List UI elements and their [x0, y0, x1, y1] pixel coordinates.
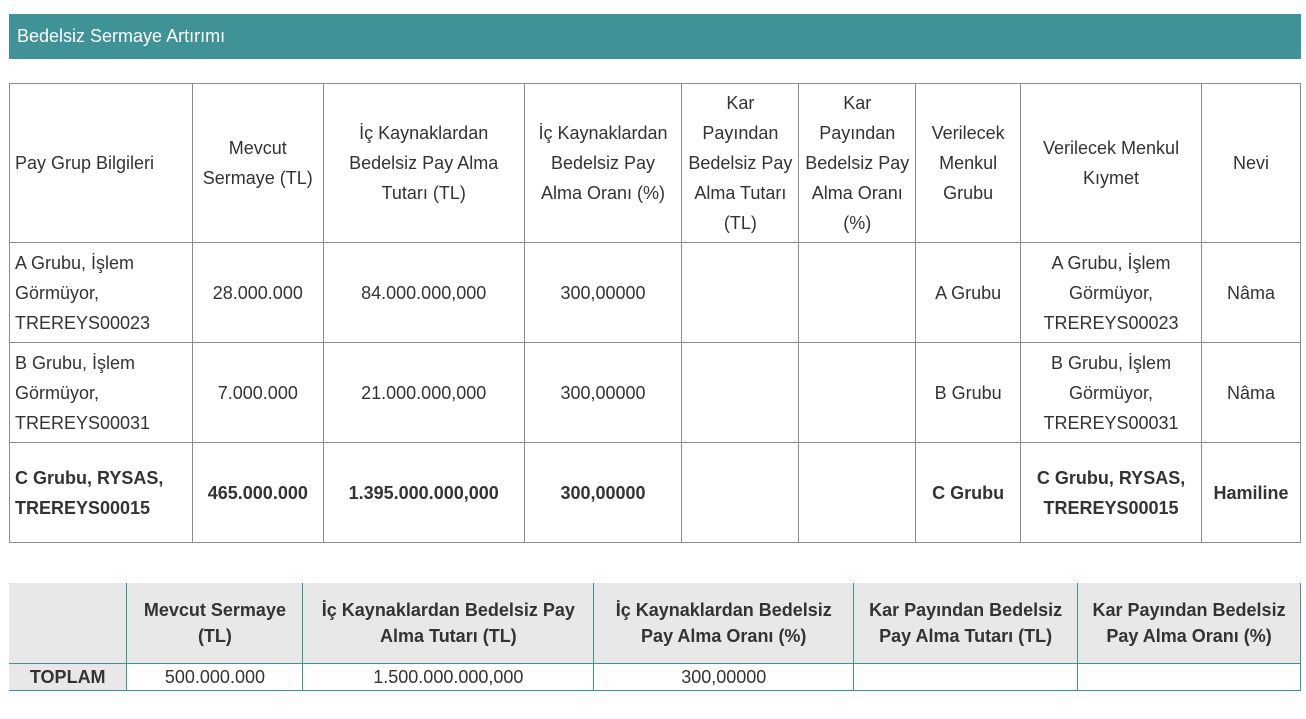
summary-header-ic-oran: İç Kaynaklardan Bedelsiz Pay Alma Oranı (%) — [594, 583, 854, 664]
summary-ic-tutar: 1.500.000.000,000 — [303, 664, 594, 691]
summary-total-label: TOPLAM — [9, 664, 127, 691]
header-nevi: Nevi — [1201, 84, 1300, 243]
cell-ic-tutar: 21.000.000,000 — [323, 343, 524, 443]
summary-header-ic-tutar: İç Kaynaklardan Bedelsiz Pay Alma Tutarı (TL) — [303, 583, 594, 664]
cell-mevcut-sermaye: 7.000.000 — [192, 343, 323, 443]
summary-header-empty — [9, 583, 127, 664]
cell-menkul-grubu: A Grubu — [916, 243, 1021, 343]
header-menkul-kiymet: Verilecek Menkul Kıymet — [1021, 84, 1202, 243]
cell-mevcut-sermaye: 28.000.000 — [192, 243, 323, 343]
summary-ic-oran: 300,00000 — [594, 664, 854, 691]
summary-table — [9, 583, 1301, 691]
cell-kar-oran — [799, 443, 916, 543]
cell-ic-oran: 300,00000 — [524, 243, 682, 343]
header-ic-oran: İç Kaynaklardan Bedelsiz Pay Alma Oranı (%) — [524, 84, 682, 243]
cell-kar-oran — [799, 343, 916, 443]
cell-ic-oran: 300,00000 — [524, 443, 682, 543]
cell-nevi: Hamiline — [1201, 443, 1300, 543]
cell-kar-oran — [799, 243, 916, 343]
cell-pay-grup: C Grubu, RYSAS, TREREYS00015 — [10, 443, 193, 543]
cell-kar-tutar — [682, 243, 799, 343]
summary-kar-tutar — [854, 664, 1078, 691]
summary-header-mevcut-sermaye: Mevcut Sermaye (TL) — [127, 583, 303, 664]
pay-groups-table — [9, 83, 1301, 543]
header-mevcut-sermaye: Mevcut Sermaye (TL) — [192, 84, 323, 243]
cell-menkul-grubu: B Grubu — [916, 343, 1021, 443]
table-row — [10, 443, 1301, 543]
cell-menkul-kiymet: B Grubu, İşlem Görmüyor, TREREYS00031 — [1021, 343, 1202, 443]
summary-mevcut-sermaye: 500.000.000 — [127, 664, 303, 691]
cell-menkul-kiymet: A Grubu, İşlem Görmüyor, TREREYS00023 — [1021, 243, 1202, 343]
table-row — [10, 243, 1301, 343]
cell-ic-oran: 300,00000 — [524, 343, 682, 443]
header-kar-tutar: Kar Payından Bedelsiz Pay Alma Tutarı (TL) — [682, 84, 799, 243]
cell-nevi: Nâma — [1201, 343, 1300, 443]
cell-mevcut-sermaye: 465.000.000 — [192, 443, 323, 543]
section-title: Bedelsiz Sermaye Artırımı — [17, 26, 226, 46]
cell-ic-tutar: 1.395.000.000,000 — [323, 443, 524, 543]
summary-total-row — [9, 664, 1301, 691]
table-row — [10, 343, 1301, 443]
cell-menkul-kiymet: C Grubu, RYSAS, TREREYS00015 — [1021, 443, 1202, 543]
header-pay-grup: Pay Grup Bilgileri — [10, 84, 193, 243]
header-kar-oran: Kar Payından Bedelsiz Pay Alma Oranı (%) — [799, 84, 916, 243]
cell-ic-tutar: 84.000.000,000 — [323, 243, 524, 343]
table-header-row — [10, 84, 1301, 243]
summary-header-kar-oran: Kar Payından Bedelsiz Pay Alma Oranı (%) — [1078, 583, 1301, 664]
section-title-bar — [9, 14, 1301, 59]
summary-header-row — [9, 583, 1301, 664]
cell-pay-grup: B Grubu, İşlem Görmüyor, TREREYS00031 — [10, 343, 193, 443]
header-ic-tutar: İç Kaynaklardan Bedelsiz Pay Alma Tutarı (TL) — [323, 84, 524, 243]
cell-kar-tutar — [682, 343, 799, 443]
cell-menkul-grubu: C Grubu — [916, 443, 1021, 543]
summary-header-kar-tutar: Kar Payından Bedelsiz Pay Alma Tutarı (TL) — [854, 583, 1078, 664]
header-menkul-grubu: Verilecek Menkul Grubu — [916, 84, 1021, 243]
cell-pay-grup: A Grubu, İşlem Görmüyor, TREREYS00023 — [10, 243, 193, 343]
cell-kar-tutar — [682, 443, 799, 543]
cell-nevi: Nâma — [1201, 243, 1300, 343]
summary-kar-oran — [1078, 664, 1301, 691]
